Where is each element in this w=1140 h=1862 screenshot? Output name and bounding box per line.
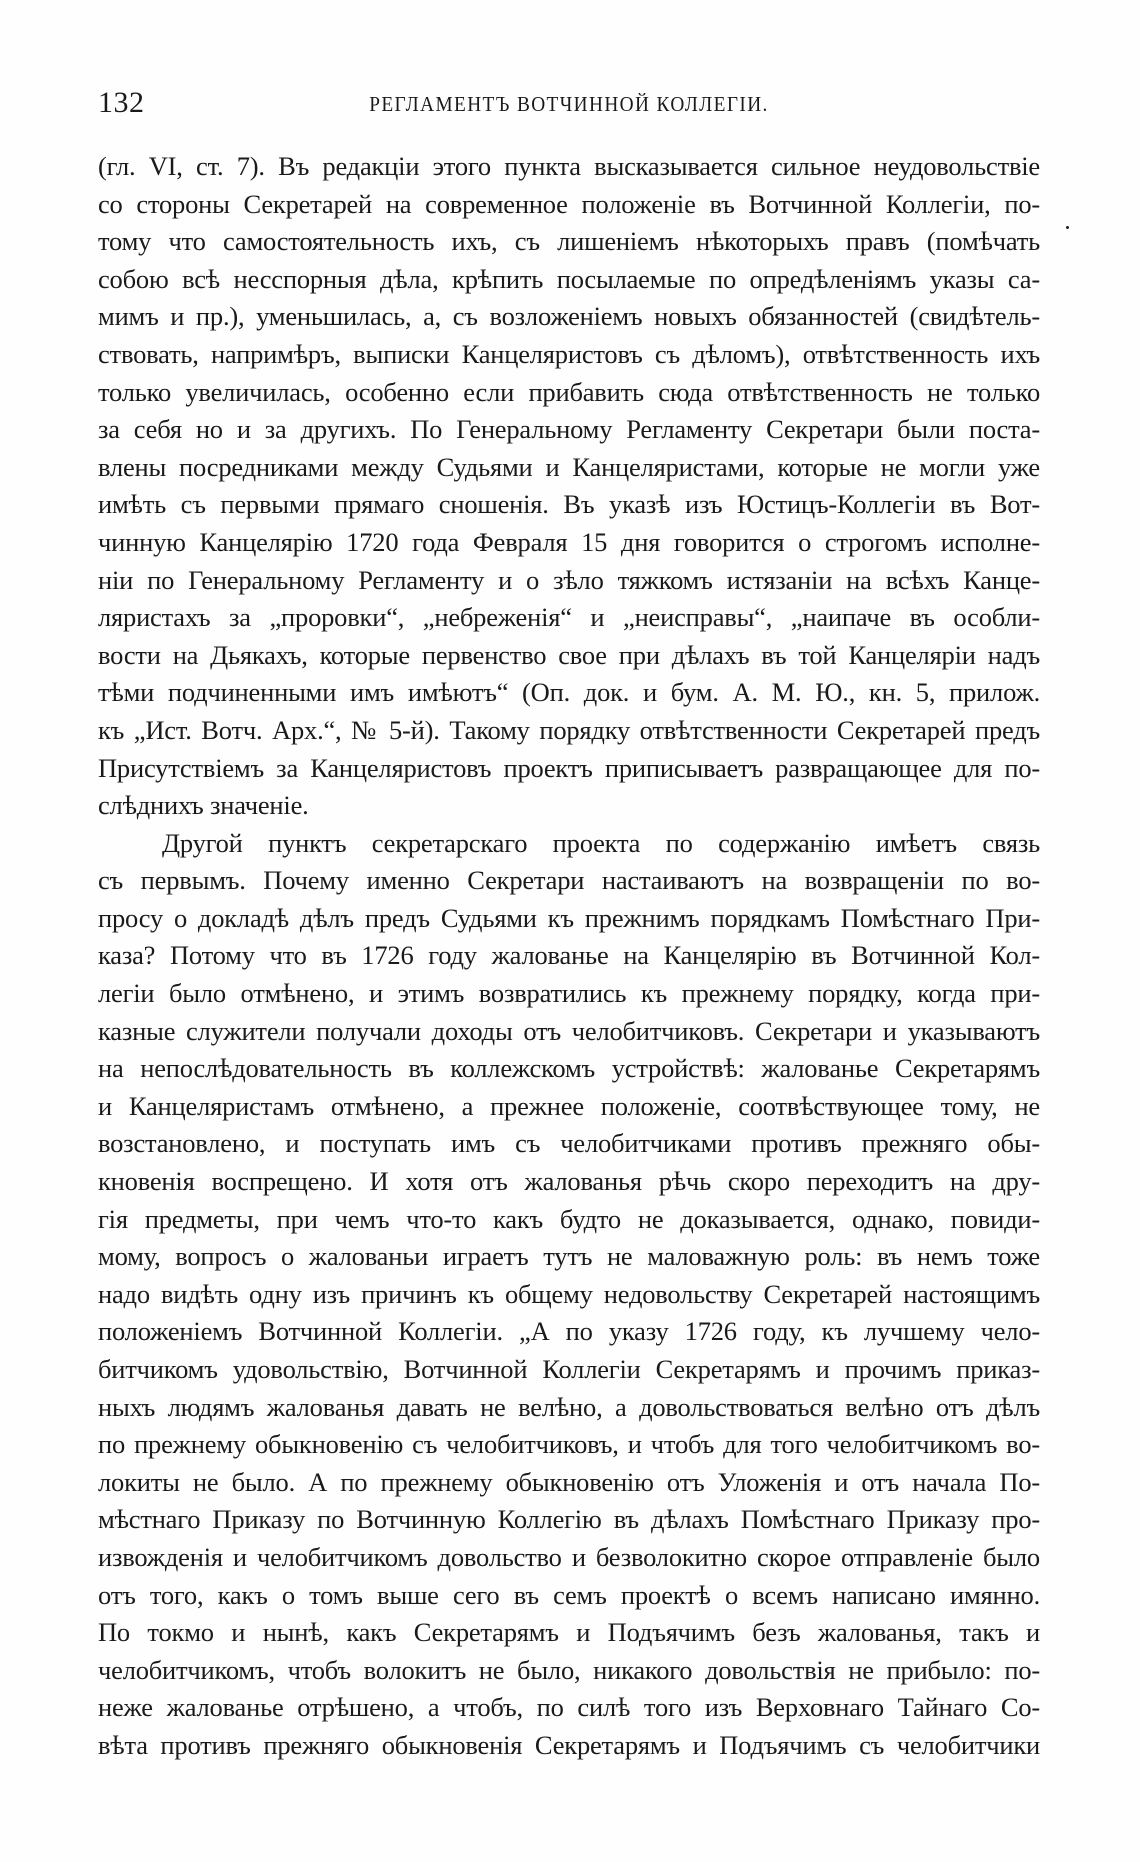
text-line: неже жалованье отрѣшено, а чтобъ, по силѣ того изъ Верховнаго Тайнаго Со- [98, 1692, 1040, 1723]
text-line: за себя но и за другихъ. По Генеральному Регламенту Секретари были поста- [98, 414, 1040, 445]
text-line: просу о докладѣ дѣлъ предъ Судьями къ прежнимъ порядкамъ Помѣстнаго При- [98, 902, 1040, 933]
text-line: По токмо и нынѣ, какъ Секретарямъ и Подъячимъ безъ жалованья, такъ и [98, 1617, 1040, 1648]
text-line: имѣть съ первыми прямаго сношенія. Въ указѣ изъ Юстицъ-Коллегіи въ Вот- [98, 489, 1040, 520]
text-line: Другой пунктъ секретарскаго проекта по содержанію имѣетъ связь [162, 827, 1040, 858]
text-line: слѣднихъ значеніе. [98, 790, 309, 821]
text-line: мѣстнаго Приказу по Вотчинную Коллегію въ дѣлахъ Помѣстнаго Приказу про- [98, 1504, 1040, 1535]
text-line: положеніемъ Вотчинной Коллегіи. „А по указу 1726 году, къ лучшему чело- [98, 1316, 1040, 1347]
text-line: и Канцеляристамъ отмѣнено, а прежнее положеніе, соотвѣствующее тому, не [98, 1090, 1040, 1121]
text-line: со стороны Секретарей на современное положеніе въ Вотчинной Коллегіи, по- [98, 188, 1040, 219]
text-line: мому, вопросъ о жалованьи играетъ тутъ не маловажную роль: въ немъ тоже [98, 1241, 1040, 1272]
paragraph-2 [98, 825, 1040, 1765]
text-line: кновенія воспрещено. И хотя отъ жалованья рѣчь скоро переходитъ на дру- [98, 1166, 1040, 1197]
paragraph-1 [98, 148, 1040, 825]
text-line: гія предметы, при чемъ что-то какъ будто не доказывается, однако, повиди- [98, 1203, 1040, 1234]
text-line: битчикомъ удовольствію, Вотчинной Коллегіи Секретарямъ и прочимъ приказ- [98, 1354, 1040, 1384]
text-line: ніи по Генеральному Регламенту и о зѣло тяжкомъ истязаніи на всѣхъ Канце- [98, 564, 1040, 595]
text-line: ствовать, напримѣръ, выписки Канцеляристовъ съ дѣломъ), отвѣтственность ихъ [98, 338, 1040, 369]
text-line: къ „Ист. Вотч. Арх.“, № 5-й). Такому порядку отвѣтственности Секретарей предъ [98, 714, 1040, 745]
text-line: чинную Канцелярію 1720 года Февраля 15 дня говорится о строгомъ исполне- [98, 526, 1040, 557]
text-line: ляристахъ за „проровки“, „небреженія“ и „неисправы“, „наипаче въ особли- [98, 602, 1040, 633]
text-line: съ первымъ. Почему именно Секретари настаиваютъ на возвращеніи по во- [98, 865, 1040, 896]
text-line: вости на Дьякахъ, которые первенство свое при дѣлахъ въ той Канцеляріи надъ [98, 639, 1040, 670]
text-line: надо видѣть одну изъ причинъ къ общему недовольству Секретарей настоящимъ [98, 1278, 1040, 1309]
text-line: влены посредниками между Судьями и Канцеляристами, которые не могли уже [98, 451, 1040, 482]
text-line: каза? Потому что въ 1726 году жалованье на Канцелярію въ Вотчинной Кол- [98, 940, 1040, 971]
scan-speck [1066, 226, 1069, 229]
text-line: вѣта противъ прежняго обыкновенія Секретарямъ и Подъячимъ съ челобитчики [98, 1729, 1040, 1760]
page-header [98, 86, 1040, 126]
text-line: на непослѣдовательность въ коллежскомъ устройствѣ: жалованье Секретарямъ [98, 1053, 1040, 1084]
text-line: казные служители получали доходы отъ челобитчиковъ. Секретари и указываютъ [98, 1015, 1040, 1046]
body-text [98, 148, 1040, 1765]
text-line: легіи было отмѣнено, и этимъ возвратились къ прежнему порядку, когда при- [98, 978, 1040, 1009]
text-line: извожденія и челобитчикомъ довольство и безволокитно скорое отправленіе было [98, 1541, 1040, 1572]
text-line: (гл. VI, ст. 7). Въ редакціи этого пункта высказывается сильное неудовольствіе [98, 151, 1040, 181]
text-line: тому что самостоятельность ихъ, съ лишеніемъ нѣкоторыхъ правъ (помѣчать [98, 226, 1040, 257]
running-title: РЕГЛАМЕНТЪ ВОТЧИННОЙ КОЛЛЕГІИ. [369, 92, 769, 116]
text-line: собою всѣ несспорныя дѣла, крѣпить посылаемые по опредѣленіямъ указы са- [98, 263, 1040, 294]
text-line: челобитчикомъ, чтобъ волокитъ не было, никакого довольствія не прибыло: по- [98, 1654, 1040, 1685]
text-line: Присутствіемъ за Канцеляристовъ проектъ приписываетъ развращающее для по- [98, 752, 1040, 783]
text-line: возстановлено, и поступать имъ съ челобитчиками противъ прежняго обы- [98, 1128, 1040, 1159]
text-line: тѣми подчиненными имъ имѣютъ“ (Оп. док. и бум. А. М. Ю., кн. 5, прилож. [98, 677, 1040, 708]
text-line: ныхъ людямъ жалованья давать не велѣно, а довольствоваться велѣно отъ дѣлъ [98, 1391, 1040, 1422]
text-line: по прежнему обыкновенію съ челобитчиковъ, и чтобъ для того челобитчикомъ во- [98, 1429, 1040, 1460]
text-line: только увеличилась, особенно если прибавить сюда отвѣтственность не только [98, 376, 1040, 407]
page-number: 132 [98, 86, 145, 119]
text-line: отъ того, какъ о томъ выше сего въ семъ проектѣ о всемъ написано имянно. [98, 1579, 1040, 1610]
text-line: мимъ и пр.), уменьшилась, а, съ возложеніемъ новыхъ обязанностей (свидѣтель- [98, 301, 1040, 332]
text-line: локиты не было. А по прежнему обыкновенію отъ Уложенія и отъ начала По- [98, 1466, 1040, 1497]
